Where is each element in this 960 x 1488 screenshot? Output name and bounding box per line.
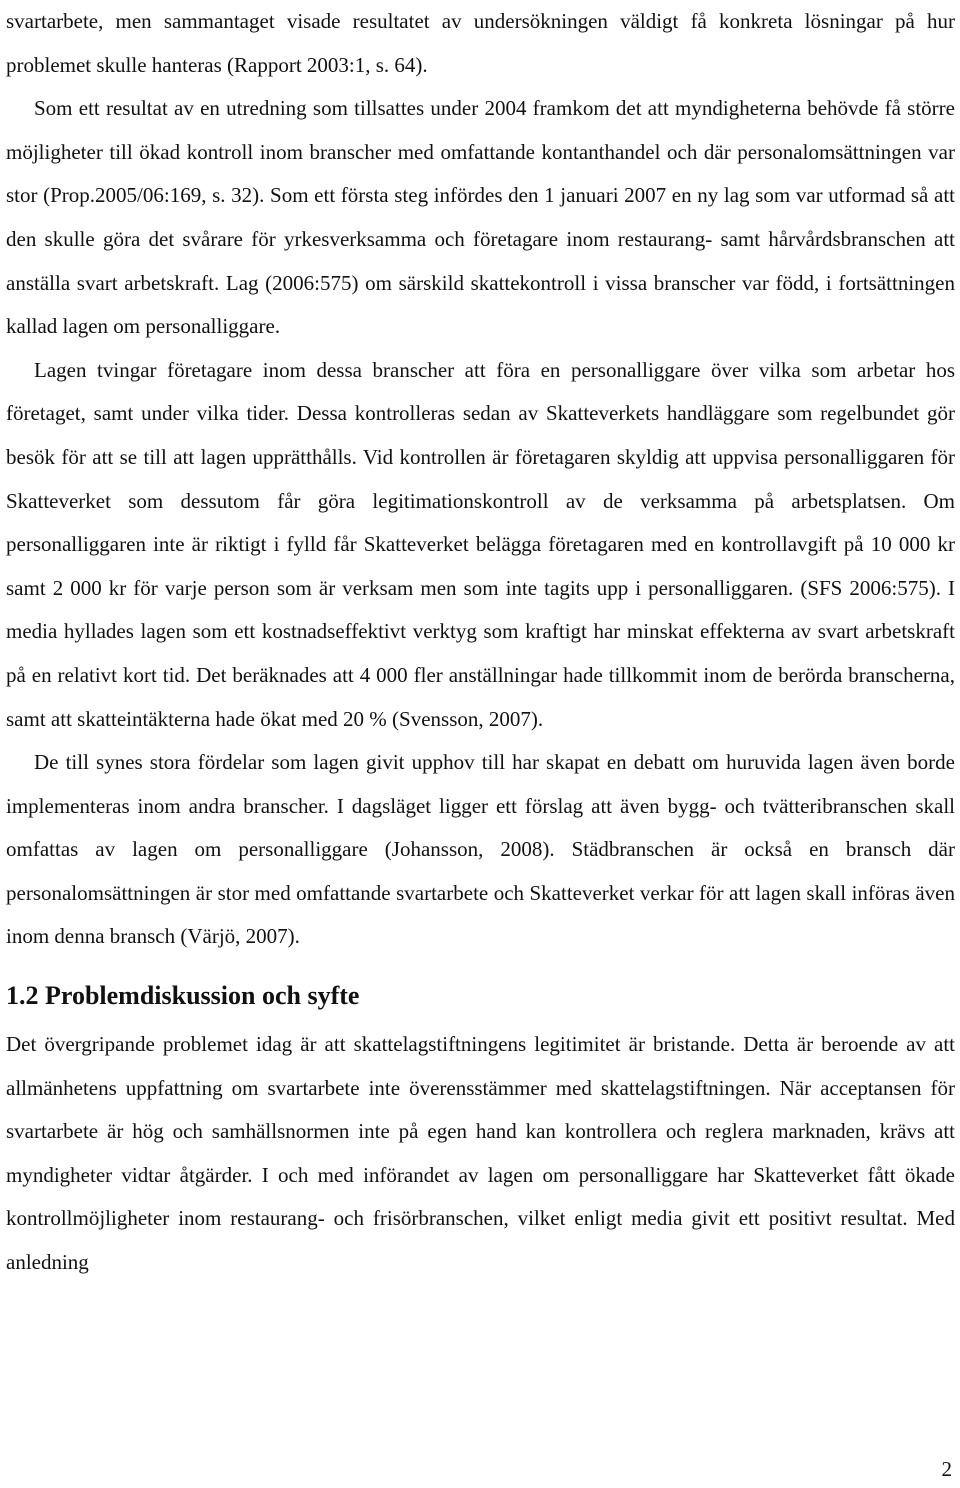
section-heading: 1.2 Problemdiskussion och syfte [6, 981, 360, 1011]
paragraph-law-requirements: Lagen tvingar företagare inom dessa branscher att föra en personalliggare över vilka som arbetar hos företaget, samt under vilka tider. Dessa kontrolleras sedan av Skatteverkets handläggare som regelbundet gör besök för att se till att lagen upprätthålls. Vid kontrollen är företagaren skyldig att uppvisa personalliggaren för Skatteverket som dessutom får göra legitimationskontroll av de verksamma på arbetsplatsen. Om personalliggaren inte är riktigt i fylld får Skatteverket belägga företagaren med en kontrollavgift på 10 000 kr samt 2 000 kr för varje person som är verksam men som inte tagits upp i personalliggaren. (SFS 2006:575). I media hyllades lagen som ett kostnadseffektivt verktyg som kraftigt har minskat effekterna av svart arbetskraft på en relativt kort tid. Det beräknades att 4 000 fler anställningar hade tillkommit inom de berörda branscherna, samt att skatteintäkterna hade ökat med 20 % (Svensson, 2007). [6, 357, 955, 731]
paragraph-debate: De till synes stora fördelar som lagen givit upphov till har skapat en debatt om huruvida lagen även borde implementeras inom andra branscher. I dagsläget ligger ett förslag att även bygg- och tvätteribranschen skall omfattas av lagen om personalliggare (Johansson, 2008). Städbranschen är också en bransch där personalomsättningen är stor med omfattande svartarbete och Skatteverket verkar för att lagen skall införas även inom denna bransch (Värjö, 2007). [6, 750, 955, 949]
paragraph-investigation: Som ett resultat av en utredning som tillsattes under 2004 framkom det att myndigheterna behövde få större möjligheter till ökad kontroll inom branscher med omfattande kontanthandel och där personalomsättningen var stor (Prop.2005/06:169, s. 32). Som ett första steg infördes den 1 januari 2007 en ny lag som var utformad så att den skulle göra det svårare för yrkesverksamma och företagare inom restaurang- samt hårvårdsbranschen att anställa svart arbetskraft. Lag (2006:575) om särskild skattekontroll i vissa branscher var född, i fortsättningen kallad lagen om personalliggare. [6, 96, 955, 339]
paragraph-continued: svartarbete, men sammantaget visade resultatet av undersökningen väldigt få konkreta lösningar på hur problemet skulle hanteras (Rapport 2003:1, s. 64). [6, 9, 955, 77]
page-number: 2 [941, 1457, 952, 1481]
document-page [6, 0, 955, 1285]
paragraph-problem-discussion: Det övergripande problemet idag är att skattelagstiftningens legitimitet är bristande. Detta är beroende av att allmänhetens uppfattning om svartarbete inte överensstämmer med skattelagstiftningen. När acceptansen för svartarbete är hög och samhällsnormen inte på egen hand kan kontrollera och reglera marknaden, krävs att myndigheter vidtar åtgärder. I och med införandet av lagen om personalliggare har Skatteverket fått ökade kontrollmöjligheter inom restaurang- och frisörbranschen, vilket enligt media givit ett positivt resultat. Med anledning [6, 1032, 955, 1275]
